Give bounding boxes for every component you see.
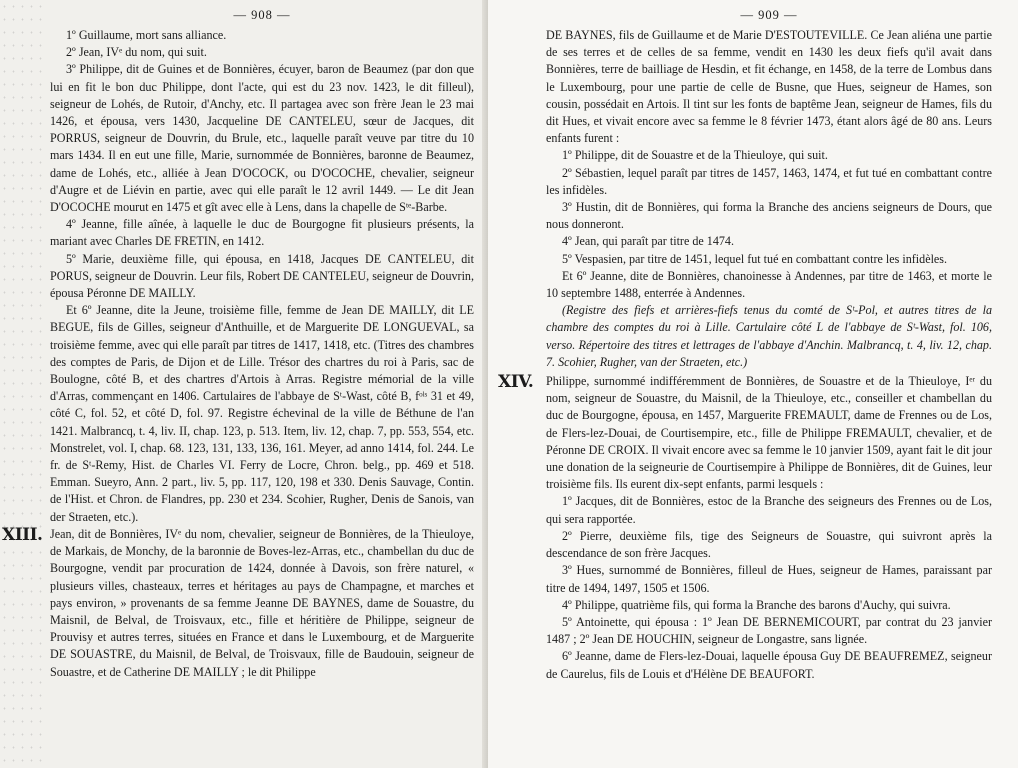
entry-xiv-text: Philippe, surnommé indifféremment de Bonnières, de Souastre et de la Thieuloye, Iᵉʳ du nom, seigneur de Souastre, du Maisnil, de la Thieuloye, etc., conseiller et chambellan du duc de Bourgogne, épousa, en 1457, Marguerite FREMAULT, dame de Frennes ou de Los, de Flers-lez-Douai, de Courtisempire, etc., fille de Philippe FREMAULT, chevalier, et de Péronne DE CROIX. Il vivait encore avec sa femme le 10 janvier 1509, ayant fait le dit jour une donation de la seigneurie de Courtisempire à Philippe de Bonnières, dit de Guines, leur troisième fils. Ils eurent dix-sept enfants, parmi lesquels :	[546, 374, 992, 492]
right-paragraph-7: Et 6º Jeanne, dite de Bonnières, chanoinesse à Andennes, par titre de 1463, et morte le 10 septembre 1488, enterrée à Andennes.	[546, 268, 992, 301]
child-2: 2º Pierre, deuxième fils, tige des Seigneurs de Souastre, qui suivront après la descendance de son frère Jacques.	[546, 528, 992, 561]
right-paragraph-2: 1º Philippe, dit de Souastre et de la Thieuloye, qui suit.	[562, 148, 828, 163]
right-paragraph-3: 2º Sébastien, lequel paraît par titres de 1457, 1463, 1474, et fut tué en combattant contre les infidèles.	[546, 165, 992, 197]
right-page-number: — 909 —	[740, 8, 798, 22]
left-paragraph-1: 1º Guillaume, mort sans alliance.	[66, 28, 227, 42]
left-paragraph-2: 2º Jean, IVᵉ du nom, qui suit.	[66, 45, 207, 60]
entry-number-xiii: XIII.	[2, 524, 43, 545]
child-1: 1º Jacques, dit de Bonnières, estoc de la Branche des seigneurs des Frennes ou de Los, qui sera rapportée.	[546, 494, 992, 526]
left-paragraph-5: 5º Marie, deuxième fille, qui épousa, en 1418, Jacques DE CANTELEU, dit PORUS, seigneur de Douvrin. Leur fils, Robert DE CANTELEU, seigneur de Douvrin, épousa Péronne DE MAILLY.	[50, 251, 474, 301]
left-page	[0, 0, 488, 768]
left-paragraph-4: 4º Jeanne, fille aînée, à laquelle le duc de Bourgogne fit plusieurs présents, la mariant avec Charles DE FRETIN, en 1412.	[50, 217, 474, 249]
entry-xiii	[2, 524, 474, 681]
child-5: 5º Antoinette, qui épousa : 1º Jean DE BERNEMICOURT, par contrat du 23 janvier 1487 ; 2º Jean DE HOUCHIN, seigneur de Longastre, sans lignée.	[546, 614, 992, 647]
right-paragraph-1: DE BAYNES, fils de Guillaume et de Marie D'ESTOUTEVILLE. Ce Jean aliéna une partie de ses terres et de celles de sa femme, vendit en 1430 les deux fiefs qu'il avait dans Bonnières, terre de bailliage de Hesdin, et fit échange, en 1458, de la terre de Lombus dans le Luxembourg, pour une partie de celle de Busne, que Hues, seigneur de Hames, son cousin, possédait en Artois. Il tint sur les fonts de baptême Jean, seigneur de Hames, fils du dit Hues, et vivait encore avec sa femme le 8 février 1473, étant alors âgé de 80 ans. Leurs enfants furent :	[546, 28, 992, 146]
entry-number-xiv: XIV.	[498, 372, 534, 393]
right-paragraph-5: 4º Jean, qui paraît par titre de 1474.	[562, 234, 734, 249]
page-edge-speckle	[0, 0, 42, 768]
right-page	[488, 0, 1018, 768]
right-paragraph-8: (Registre des fiefs et arrières-fiefs tenus du comté de Sᵗ-Pol, et autres titres de la chambre des comptes du roi à Lille. Cartulaire côté L de l'abbaye de Sᵗ-Wast, fol. 106, verso. Répertoire des titres et lettrages de l'abbaye d'Anchin. Malbrancq, t. 4, liv. 12, chap. 7. Scohier, Rugher, van der Straeten, etc.)	[546, 303, 992, 369]
right-paragraph-4: 3º Hustin, dit de Bonnières, qui forma la Branche des anciens seigneurs de Dours, que nous donneront.	[546, 200, 992, 232]
entry-xiii-text: Jean, dit de Bonnières, IVᵉ du nom, chevalier, seigneur de Bonnières, de la Thieuloye, de Markais, de Monchy, de la baronnie de Boves-lez-Arras, etc., chambellan du duc de Bourgogne, vendit par procuration de 1424, donnée à Davois, son frère naturel, « plusieurs villes, chasteaux, terres et héritages au pays de Champagne, et marches et pays environ, » provenants de sa femme Jeanne DE BAYNES, dame de Souastre, du Maisnil, de Belval, de Troisvaux, etc., fille et héritière de Philippe, seigneur de Prouvisy et autres terres, situées en France et dans le Luxembourg, et de Marguerite DE SOUASTRE, du Maisnil, de Belval, de Troisvaux, fille de Baudouin, seigneur de Souastre, et de Catherine DE MAILLY ; le dit Philippe	[50, 526, 474, 679]
right-paragraph-6: 5º Vespasien, par titre de 1451, lequel fut tué en combattant contre les infidèles.	[562, 251, 948, 266]
child-6: 6º Jeanne, dame de Flers-lez-Douai, laquelle épousa Guy DE BEAUFREMEZ, seigneur de Caurelus, fils de Louis et d'Hélène DE BEAUFORT.	[546, 649, 992, 681]
entry-xiv	[498, 372, 992, 493]
child-3: 3º Hues, surnommé de Bonnières, filleul de Hues, seigneur de Hames, paraissant par titre de 1494, 1497, 1505 et 1506.	[546, 563, 992, 595]
left-page-number: — 908 —	[233, 8, 291, 22]
left-paragraph-3: 3º Philippe, dit de Guines et de Bonnières, écuyer, baron de Beaumez (par don que lui en fit le bon duc Philippe, dont l'acte, qui est du 23 nov. 1423, le dit filleul), seigneur de Lohés, de Rutoir, d'Anchy, etc. Il partagea avec son frère Jean le 23 mai 1426, et épousa, vers 1430, Jacqueline DE CANTELEU, sœur de Jacques, dit PORRUS, seigneur de Douvrin, du Brule, etc., laquelle paraît veuve par titre du 10 mars 1434. Il en eut une fille, Marie, surnommée de Bonnières, baronne de Beaumez, dame de Lohés, etc., alliée à Jean D'OCOCK, ou D'OCOCHE, chevalier, seigneur d'Augre et de Liévin en partie, avec qui elle paraît le 12 avril 1449. — Le dit Jean D'OCOCHE mourut en 1475 et gît avec elle à Lens, dans la chapelle de Sᵗᵉ-Barbe.	[50, 62, 474, 215]
left-paragraph-6: Et 6º Jeanne, dite la Jeune, troisième fille, femme de Jean DE MAILLY, dit LE BEGUE, fils de Gilles, seigneur d'Anthuille, et de Marguerite DE LONGUEVAL, sa troisième femme, avec qui elle paraît par titres de 1417, 1418, etc. (Titres des chambres des comptes de Paris, de Dijon et de Lille. Trésor des chartres du roi à Paris, sac de Boulogne, côté B, et des chartres d'Artois à Arras. Registre mémorial de la ville d'Arras, commençant en 1406. Cartulaires de l'abbaye de Sᵗ-Wast, côté B, fᵒˡˢ 31 et 49, côté C, fol. 52, et côté D, fol. 97. Registre échevinal de la ville de Béthune de l'an 1421. Malbrancq, t. 4, liv. II, chap. 123, p. 513. Item, liv. 12, chap. 7, pp. 553, 554, etc. Monstrelet, vol. I, chap. 68. 123, 131, 133, 136, 161. Meyer, ad anno 1414, fol. 244. Le fr. de Sᵗ-Remy, Hist. de Charles VI. Ferry de Locre, Chron. belg., pp. 469 et 518. Emman. Sueyro, Ann. 2 part., liv. 5, pp. 117, 120, 198 et 330. Denis Sauvage, Contin. de l'Hist. et Chron. de Flandres, pp. 230 et 234. Scohier, Rugher, Denis de Sanois, van der Straeten, etc.).	[50, 303, 474, 524]
child-4: 4º Philippe, quatrième fils, qui forma la Branche des barons d'Auchy, qui suivra.	[562, 597, 951, 612]
